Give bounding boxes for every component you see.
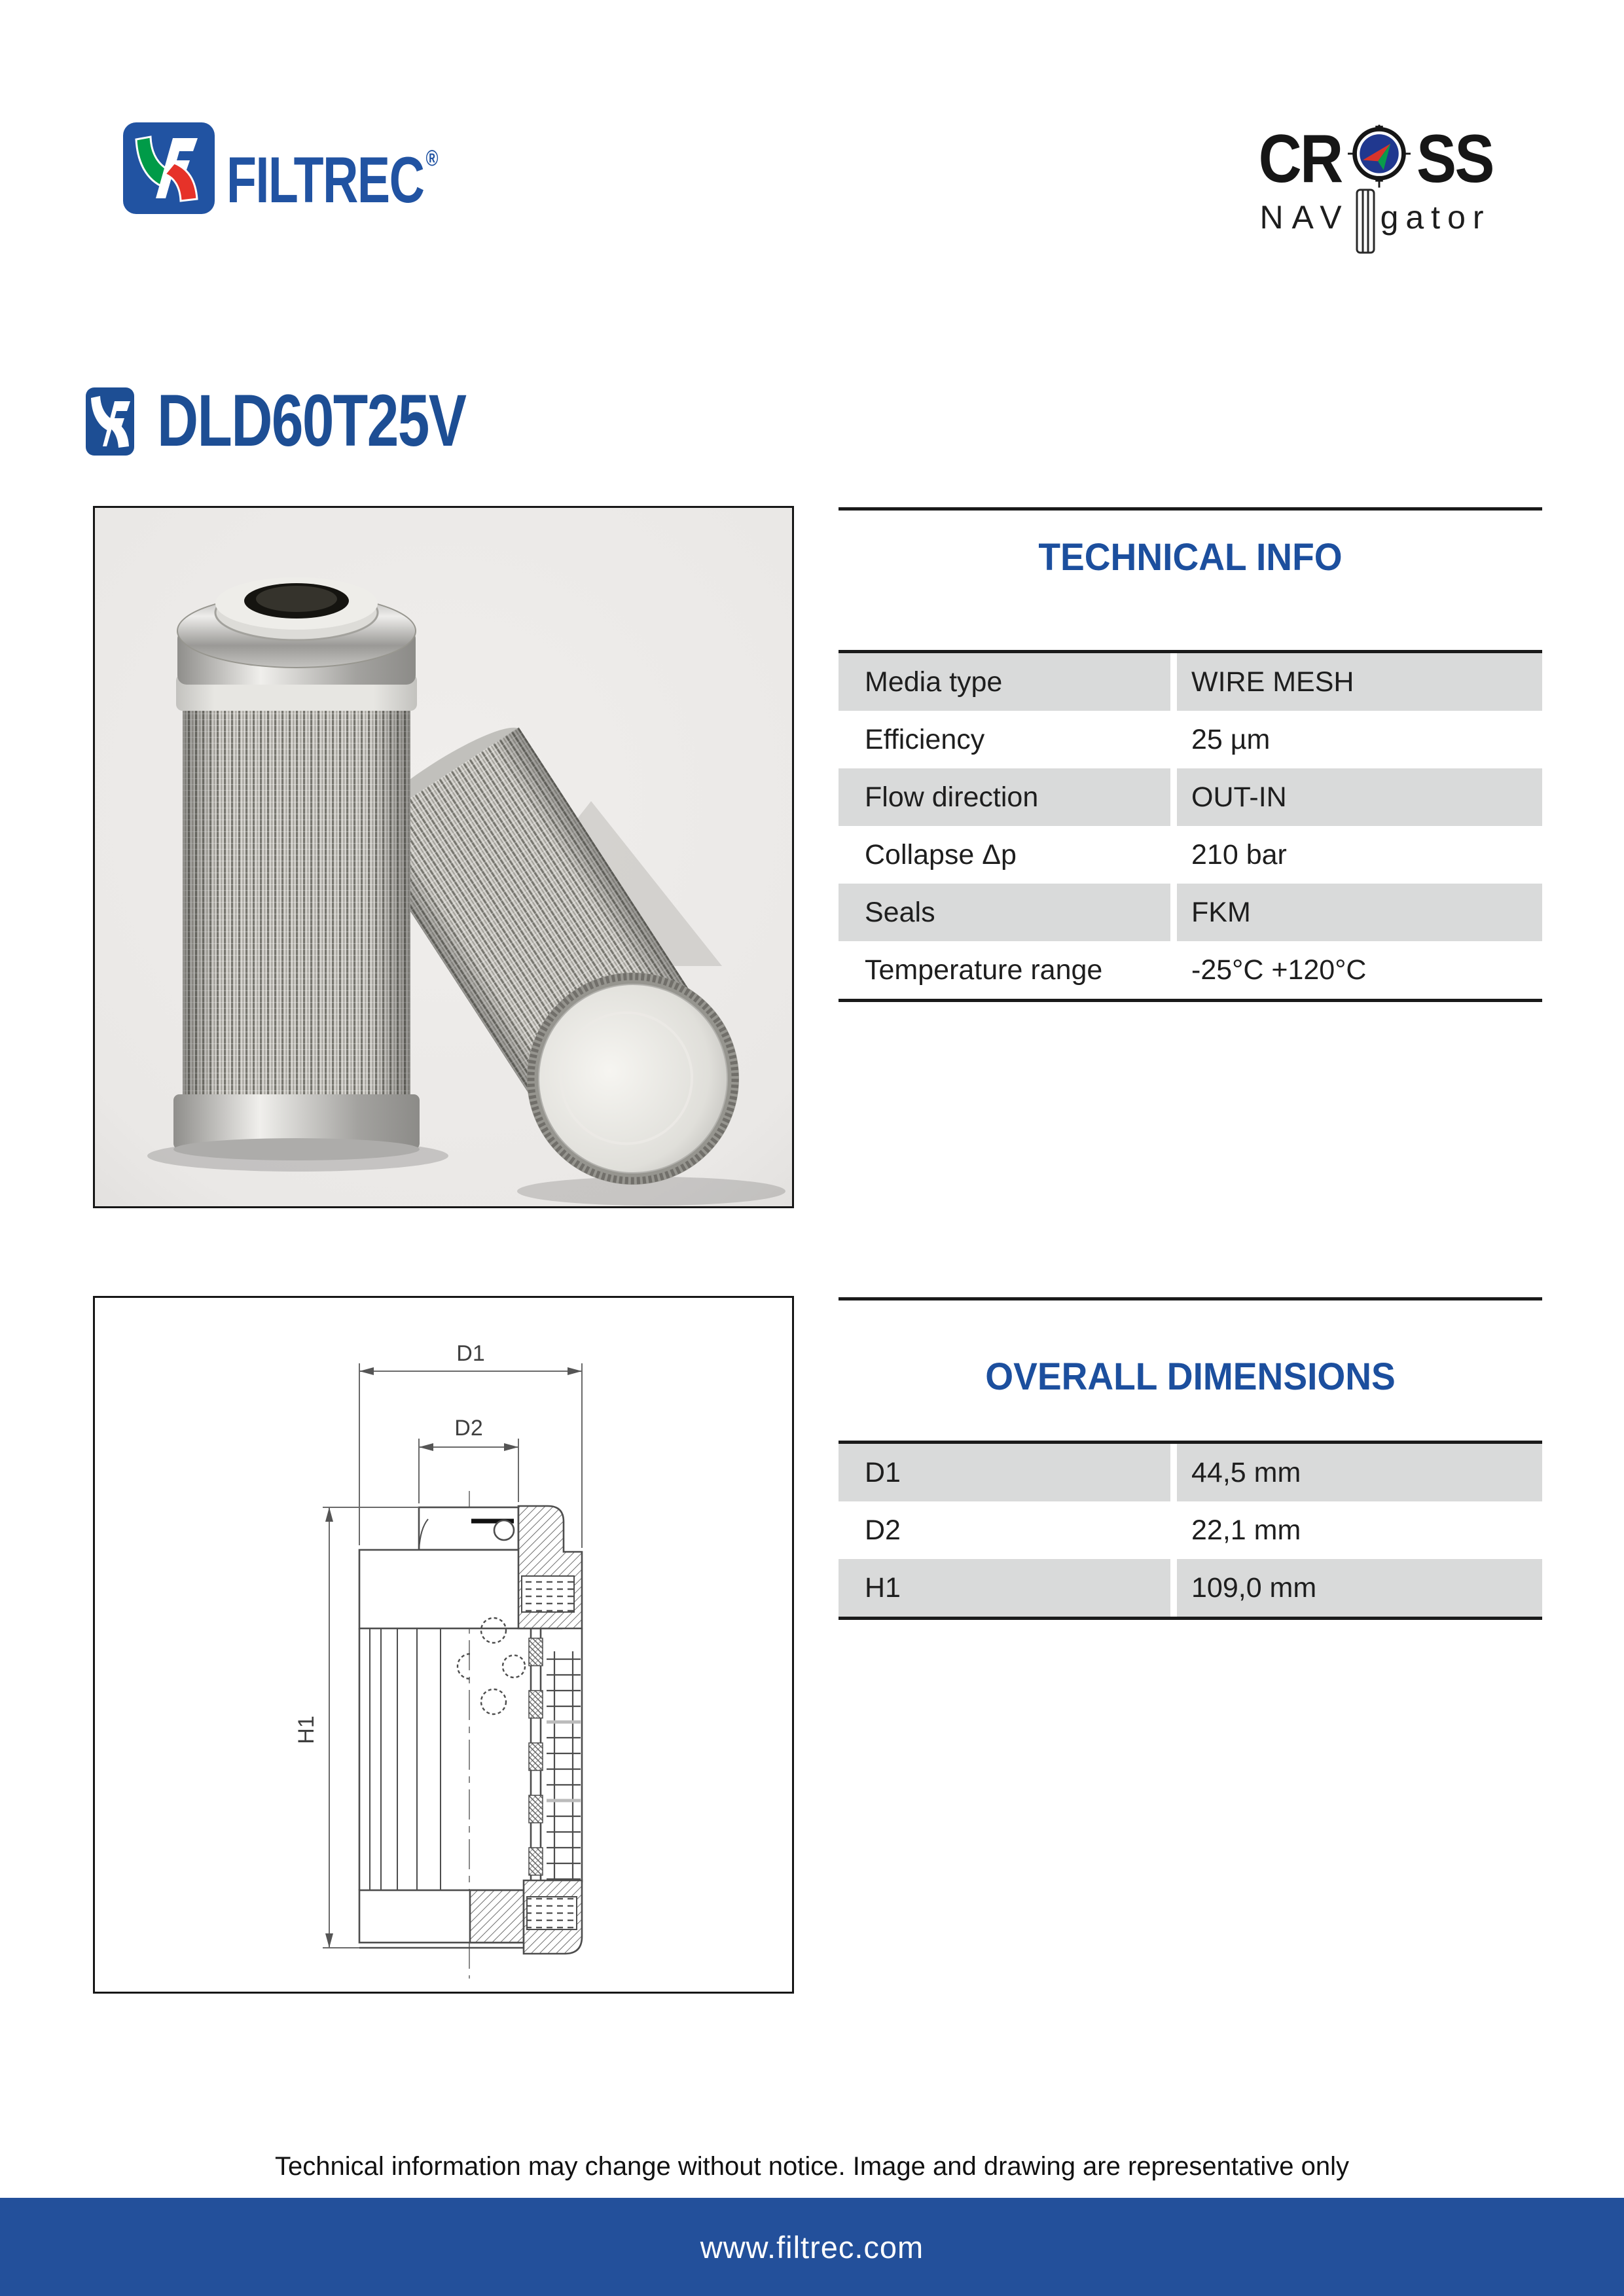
- filtrec-f-icon: [123, 206, 215, 217]
- drawing-dim-h1-label: H1: [294, 1715, 319, 1744]
- filtrec-logo: [123, 122, 215, 214]
- column-gap: [1170, 1444, 1177, 1501]
- dimension-value: 22,1 mm: [1191, 1514, 1301, 1546]
- table-row: [839, 826, 1542, 884]
- column-gap: [1170, 1501, 1177, 1559]
- dimension-label: H1: [839, 1559, 1170, 1617]
- column-gap: [1170, 884, 1177, 941]
- cross-text-right: SS: [1416, 120, 1493, 197]
- column-gap: [1170, 826, 1177, 884]
- spec-value: -25°C +120°C: [1191, 954, 1367, 986]
- spec-value: 25 µm: [1191, 723, 1271, 755]
- spec-label: Temperature range: [865, 954, 1103, 986]
- table-row: [839, 653, 1542, 711]
- table-row: [839, 1501, 1542, 1559]
- spec-label: Seals: [839, 884, 1170, 941]
- spec-value: FKM: [1177, 884, 1542, 941]
- filtrec-f-bullet-icon: [86, 387, 134, 456]
- product-photo: [93, 506, 794, 1208]
- overall-dimensions-title: OVERALL DIMENSIONS: [985, 1355, 1396, 1398]
- column-gap: [1170, 941, 1177, 999]
- table-row: [839, 768, 1542, 826]
- drawing-dim-d2-label: D2: [454, 1416, 483, 1441]
- column-gap: [1170, 653, 1177, 711]
- disclaimer-text: Technical information may change without notice. Image and drawing are representative only: [275, 2152, 1349, 2181]
- filtrec-wordmark: FILTREC®: [226, 143, 437, 216]
- website-link[interactable]: www.filtrec.com: [700, 2229, 924, 2265]
- drawing-dim-d1-label: D1: [456, 1341, 485, 1366]
- registered-mark: ®: [425, 146, 437, 171]
- spec-label: Media type: [839, 653, 1170, 711]
- nav-text: NAV: [1259, 199, 1350, 236]
- magnifier-handle-icon: [1356, 188, 1375, 254]
- table-row: [839, 884, 1542, 941]
- spec-value: OUT-IN: [1177, 768, 1542, 826]
- column-gap: [1170, 768, 1177, 826]
- table-row: [839, 711, 1542, 768]
- column-gap: [1170, 711, 1177, 768]
- technical-drawing: [93, 1296, 794, 1994]
- gator-text: gator: [1380, 199, 1491, 236]
- table-row: [839, 1444, 1542, 1501]
- section-divider-rule: [839, 1297, 1542, 1300]
- dimension-value: 109,0 mm: [1177, 1559, 1542, 1617]
- dimension-value: 44,5 mm: [1177, 1444, 1542, 1501]
- technical-info-title: TECHNICAL INFO: [1038, 536, 1343, 579]
- cross-logo-line1: [1225, 117, 1526, 202]
- column-gap: [1170, 1559, 1177, 1617]
- spec-value: WIRE MESH: [1177, 653, 1542, 711]
- footer-bar: [0, 2198, 1624, 2296]
- spec-label: Collapse Δp: [865, 838, 1017, 870]
- page-title-product-code: DLD60T25V: [157, 380, 466, 461]
- dimension-label: D1: [839, 1444, 1170, 1501]
- spec-value: 210 bar: [1191, 838, 1287, 870]
- spec-label: Efficiency: [865, 723, 985, 755]
- table-row: [839, 1559, 1542, 1617]
- dimension-label: D2: [865, 1514, 901, 1546]
- cross-text-left: CR: [1258, 120, 1342, 197]
- section-divider-rule: [839, 507, 1542, 511]
- technical-info-table: [839, 650, 1542, 1002]
- cross-navigator-logo: [1225, 117, 1526, 250]
- table-row: [839, 941, 1542, 999]
- spec-label: Flow direction: [839, 768, 1170, 826]
- overall-dimensions-table: [839, 1441, 1542, 1620]
